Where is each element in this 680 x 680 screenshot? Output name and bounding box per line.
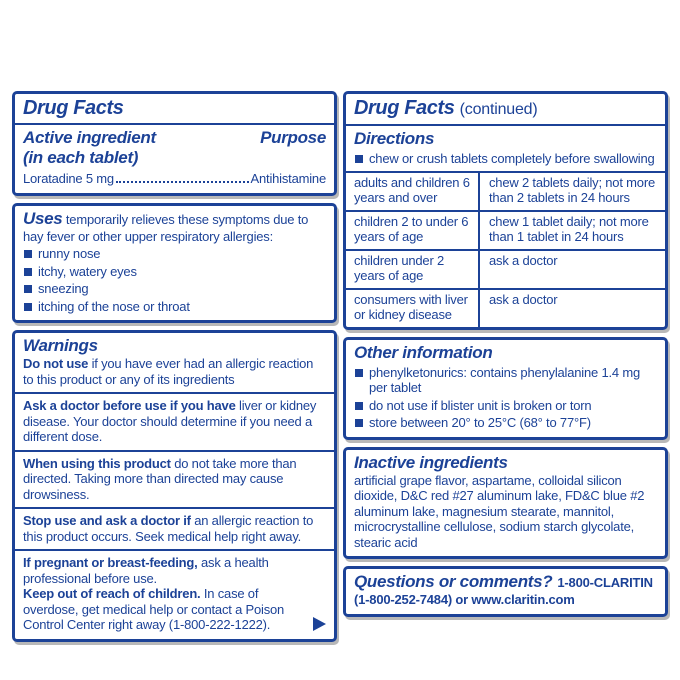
other-information-heading: Other information [354,342,493,362]
directions-heading: Directions [354,129,435,148]
warning-when-using: When using this product do not take more than directed. Taking more than directed may cause drowsiness. [23,455,297,502]
questions-phone-name: 1-800-CLARITIN [557,575,653,590]
questions-heading: Questions or comments? [354,572,553,591]
uses-bullet: itchy, watery eyes [23,264,326,280]
drug-facts-continued-title: Drug Facts (continued) [354,97,538,119]
directions-dose-cell: ask a doctor [478,251,665,288]
questions-panel [343,566,668,617]
divider [15,123,334,125]
divider [15,392,334,394]
drug-facts-panel [12,91,337,196]
bullet-square-icon [24,303,32,311]
inactive-ingredients-text: artificial grape flavor, aspartame, colloidal silicon dioxide, D&C red #27 aluminum lake, FD&C blue #2 aluminum lake, magnesium stearate, mannitol, microcrystalline cellulose, sodium starch glycolate, stearic acid [354,472,645,550]
uses-intro: Uses temporarily relieves these symptoms due to hay fever or other upper respiratory allergies: [23,208,309,244]
bullet-square-icon [355,155,363,163]
directions-bullet: chew or crush tablets completely before swallowing [354,151,657,167]
active-ingredient-row [23,128,326,148]
other-info-bullet: store between 20° to 25°C (68° to 77°F) [354,415,657,431]
active-ingredient-heading: Active ingredient [23,128,156,147]
questions-heading-row [354,572,657,592]
bullet-square-icon [355,369,363,377]
right-column [343,91,668,617]
directions-dose-cell: chew 2 tablets daily; not more than 2 tablets in 24 hours [478,173,665,210]
divider [15,507,334,509]
directions-row [346,288,665,327]
directions-age-cell: children under 2 years of age [354,252,445,283]
other-info-bullet: phenylketonurics: contains phenylalanine 1.4 mg per tablet [354,365,657,396]
active-ingredient-subheading: (in each tablet) [23,148,139,167]
directions-age-cell: adults and children 6 years and over [354,174,470,205]
ingredient-row [23,171,326,187]
warning-stop-use: Stop use and ask a doctor if an allergic reaction to this product occurs. Seek medical help right away. [23,513,314,544]
dotted-leader [116,181,249,183]
inactive-ingredients-heading: Inactive ingredients [354,452,508,472]
directions-row [346,171,665,210]
purpose-heading: Purpose [260,128,326,147]
directions-row [346,249,665,288]
warning-ask-doctor: Ask a doctor before use if you have liver or kidney disease. Your doctor should determine if you need a different dose. [23,398,317,444]
divider [15,450,334,452]
divider [15,549,334,551]
uses-panel [12,203,337,324]
directions-dose-cell: ask a doctor [478,290,665,327]
directions-age-cell: consumers with liver or kidney disease [354,291,468,322]
bullet-square-icon [24,268,32,276]
uses-bullet: itching of the nose or throat [23,299,326,315]
warnings-heading: Warnings [23,336,98,355]
bullet-square-icon [355,402,363,410]
left-column [12,91,337,642]
other-info-bullet: do not use if blister unit is broken or torn [354,398,657,414]
uses-heading: Uses [23,208,63,228]
drug-facts-title: Drug Facts [23,97,124,119]
divider [346,124,665,126]
warning-pregnant: If pregnant or breast-feeding, ask a health professional before use. [23,555,269,586]
directions-table [346,171,665,327]
warnings-panel [12,330,337,642]
uses-bullet: sneezing [23,281,326,297]
bullet-square-icon [24,285,32,293]
questions-phone-line: (1-800-252-7484) or www.claritin.com [354,592,575,607]
warning-keep-out: Keep out of reach of children. In case of overdose, get medical help or contact a Poison Control Center right away (1-800-222-1222). [23,586,285,632]
other-information-panel [343,337,668,440]
directions-row [346,210,665,249]
continuation-arrow-icon [313,617,326,631]
directions-dose-cell: chew 1 tablet daily; not more than 1 tablet in 24 hours [478,212,665,249]
drug-facts-label [12,91,668,642]
inactive-ingredients-panel [343,447,668,560]
uses-bullet: runny nose [23,246,326,262]
ingredient-name: Loratadine 5 mg [23,171,114,186]
bullet-square-icon [355,419,363,427]
warning-do-not-use: Do not use if you have ever had an allergic reaction to this product or any of its ingredients [23,356,314,387]
directions-panel [343,91,668,330]
directions-age-cell: children 2 to under 6 years of age [354,213,469,244]
bullet-square-icon [24,250,32,258]
continued-suffix: (continued) [459,101,538,118]
ingredient-purpose: Antihistamine [250,171,326,186]
